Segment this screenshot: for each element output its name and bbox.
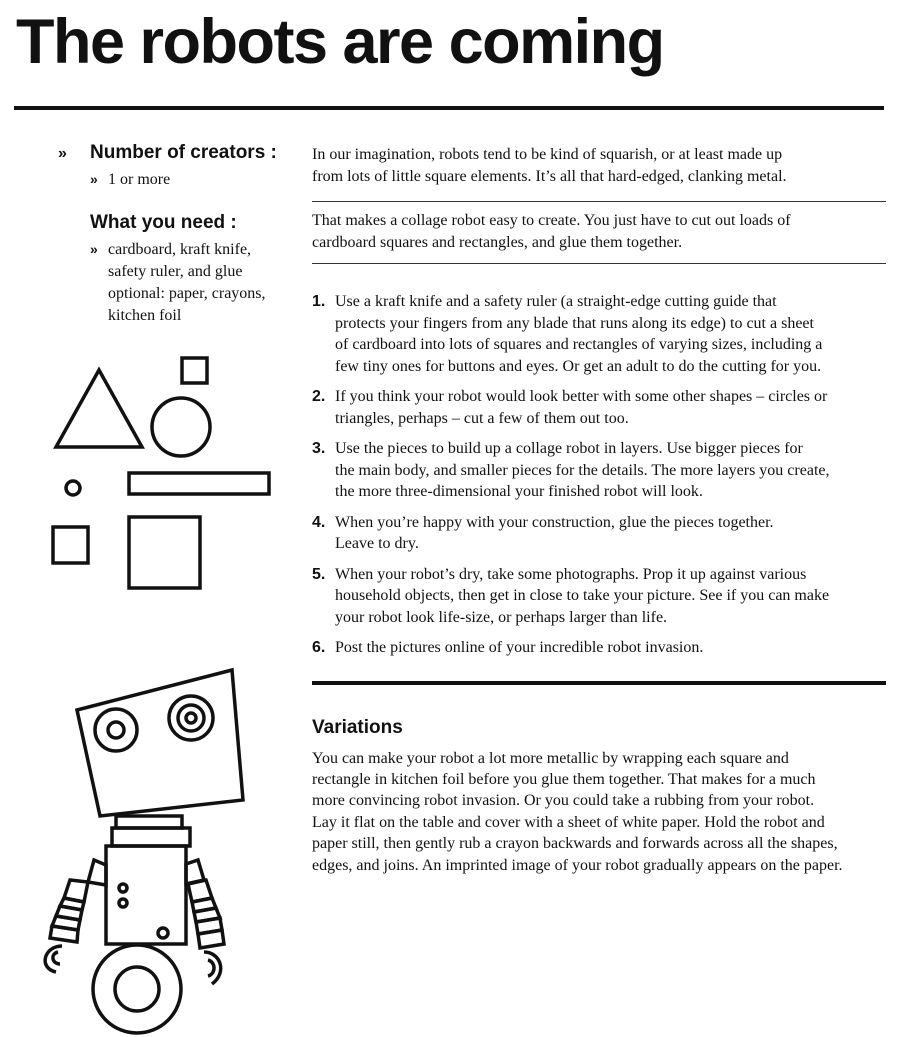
- robot-button: [119, 884, 127, 892]
- robot-eye-left-pupil: [108, 722, 124, 738]
- step-line: few tiny ones for buttons and eyes. Or get an adult to do the cutting for you.: [335, 357, 822, 375]
- robot-head: [77, 670, 243, 816]
- step-item: [312, 564, 886, 629]
- robot-left-arm-segment: [50, 926, 78, 942]
- step-line: protects your fingers from any blade that runs along its edge) to cut a sheet: [335, 314, 814, 332]
- step-number: 2.: [312, 388, 326, 405]
- step-line: If you think your robot would look better with some other shapes – circles or: [335, 388, 828, 405]
- robot-left-arm-segment: [88, 860, 106, 885]
- step-number: 5.: [312, 565, 326, 583]
- robot-button: [158, 928, 168, 938]
- robot-body: [106, 846, 186, 944]
- robot-left-claw: [45, 946, 62, 972]
- step-line: Use the pieces to build up a collage robot in layers. Use bigger pieces for: [335, 440, 803, 457]
- instructions-column: [312, 144, 886, 876]
- intro-paragraph: [312, 210, 886, 254]
- medium-square-shape: [53, 527, 88, 563]
- intro-paragraph: [312, 144, 886, 188]
- step-line: triangles, perhaps – cut a few of them out too.: [335, 409, 629, 427]
- need-line: safety ruler, and glue: [108, 263, 243, 280]
- step-item: [312, 291, 886, 377]
- step-line: of cardboard into lots of squares and rectangles of varying sizes, including a: [335, 336, 823, 353]
- step-line: Post the pictures online of your incredible robot invasion.: [335, 639, 704, 656]
- steps-list: [312, 291, 886, 659]
- robot-eye-right: [169, 696, 213, 740]
- circle-shape: [152, 398, 210, 456]
- step-line: the main body, and smaller pieces for the details. The more layers you create,: [335, 461, 830, 479]
- variations-line: rectangle in kitchen foil before you glue them together. That makes for a much: [312, 770, 816, 788]
- bullet-marker: »: [58, 145, 67, 162]
- intro-divider: [312, 201, 886, 202]
- robot-wheel-hub: [115, 967, 159, 1011]
- step-line: household objects, then get in close to take your picture. See if you can make: [335, 587, 830, 604]
- step-line: When you’re happy with your construction, glue the pieces together.: [335, 513, 774, 531]
- long-rectangle-shape: [129, 473, 269, 494]
- steps-divider: [312, 263, 886, 264]
- intro-line: from lots of little square elements. It’s all that hard-edged, clanking metal.: [312, 168, 787, 185]
- step-text: [335, 512, 774, 555]
- robot-button: [119, 899, 127, 907]
- step-number: 6.: [312, 639, 326, 656]
- need-line: kitchen foil: [108, 307, 182, 324]
- shapes-illustration: [53, 358, 269, 588]
- step-number: 3.: [312, 440, 326, 457]
- step-item: [312, 637, 886, 659]
- step-line: Use a kraft knife and a safety ruler (a straight-edge cutting guide that: [335, 293, 777, 310]
- step-text: [335, 386, 827, 429]
- need-line: cardboard, kraft knife,: [108, 241, 252, 258]
- step-line: Leave to dry.: [335, 535, 419, 552]
- variations-heading: Variations: [312, 716, 403, 738]
- illustrations: [0, 0, 300, 1037]
- triangle-shape: [56, 370, 142, 447]
- tiny-circle-shape: [66, 481, 80, 495]
- step-line: the more three-dimensional your finished robot will look.: [335, 483, 703, 500]
- step-line: When your robot’s dry, take some photographs. Prop it up against various: [335, 565, 807, 583]
- robot-eye-left: [95, 709, 137, 751]
- step-item: [312, 512, 886, 555]
- small-square-shape: [182, 358, 207, 383]
- step-item: [312, 386, 886, 429]
- variations-divider: [312, 681, 886, 685]
- step-number: 1.: [312, 293, 326, 310]
- step-text: [335, 637, 703, 659]
- robot-right-claw: [204, 952, 221, 984]
- intro-line: In our imagination, robots tend to be kind of squarish, or at least made up: [312, 146, 783, 163]
- robot-collar: [112, 828, 190, 846]
- page-title: The robots are coming: [16, 7, 664, 77]
- step-text: [335, 291, 822, 377]
- step-line: your robot look life-size, or perhaps larger than life.: [335, 608, 668, 626]
- robot-illustration: [45, 670, 243, 1033]
- need-heading: What you need :: [90, 212, 237, 233]
- step-text: [335, 564, 829, 629]
- robot-eye-right-pupil: [186, 713, 196, 723]
- variations-paragraph: [312, 748, 886, 876]
- large-square-shape: [129, 517, 200, 588]
- variations-line: more convincing robot invasion. Or you could take a rubbing from your robot.: [312, 792, 815, 810]
- bullet-marker: »: [90, 241, 98, 257]
- variations-line: edges, and joins. An imprinted image of your robot gradually appears on the paper.: [312, 856, 843, 874]
- need-line: optional: paper, crayons,: [108, 285, 266, 302]
- variations-line: paper still, then gently rub a crayon backwards and forwards across all the shapes,: [312, 835, 838, 853]
- robot-wheel: [93, 945, 181, 1033]
- step-item: [312, 438, 886, 503]
- bullet-marker: »: [90, 171, 98, 187]
- intro-line: That makes a collage robot easy to create. You just have to cut out loads of: [312, 212, 791, 229]
- robot-right-arm-segment: [198, 930, 224, 948]
- variations-line: Lay it flat on the table and cover with a sheet of white paper. Hold the robot and: [312, 813, 825, 831]
- step-number: 4.: [312, 513, 326, 531]
- variations-line: You can make your robot a lot more metallic by wrapping each square and: [312, 749, 789, 767]
- robot-eye-right-ring: [178, 705, 204, 731]
- step-text: [335, 438, 829, 503]
- intro-line: cardboard squares and rectangles, and glue them together.: [312, 234, 683, 251]
- creators-value: 1 or more: [108, 171, 171, 188]
- robot-neck: [116, 816, 182, 828]
- creators-heading: Number of creators :: [90, 142, 277, 163]
